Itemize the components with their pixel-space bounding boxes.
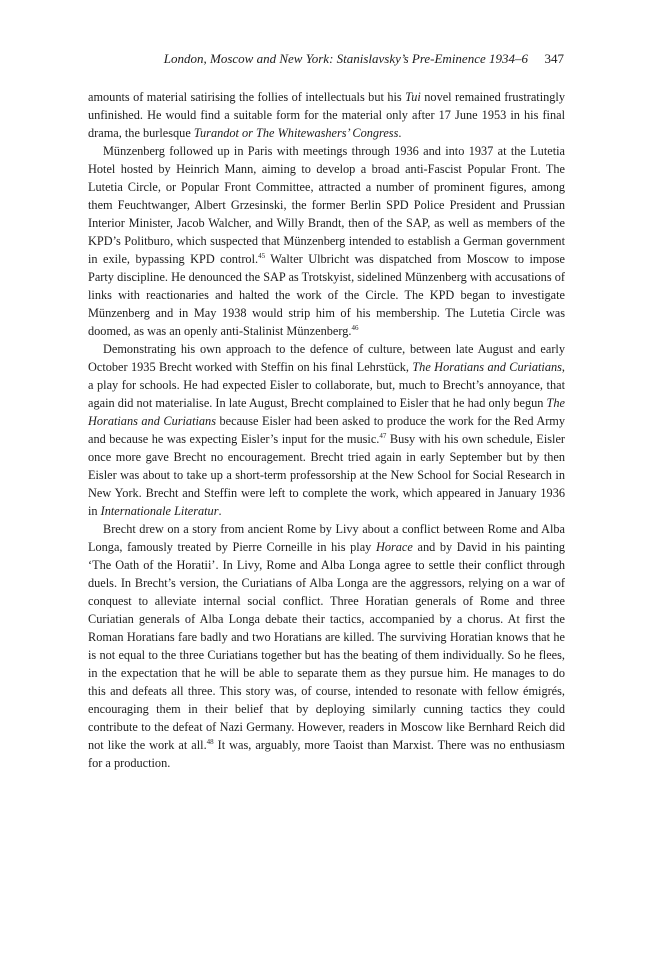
italic-title: Tui bbox=[405, 90, 421, 104]
text-run: , a play for schools. He had expected Eisler to collaborate, but, much to Brecht’s annoyance, that again did not materialise. In late August, Brecht complained to Eisler that he had only begun bbox=[88, 360, 565, 410]
page-number: 347 bbox=[544, 51, 564, 66]
paragraph-4 bbox=[88, 520, 565, 772]
footnote-ref: 46 bbox=[351, 324, 359, 332]
text-run: novel remained frustratingly unfinished. He would find a suitable form for the material only after 17 June 1953 in his final drama, the burlesque bbox=[88, 90, 565, 140]
italic-title: The Horatians and Curiatians bbox=[88, 396, 565, 428]
footnote-ref: 48 bbox=[206, 738, 214, 746]
text-run: Busy with his own schedule, Eisler once more gave Brecht no encouragement. Brecht tried again in early September but by then Eisler was about to take up a short-term professorship at the New School for Social Research in New York. Brecht and Steffin were left to complete the work, which appeared in January 1936 in bbox=[88, 432, 565, 518]
text-run: and by David in his painting ‘The Oath of the Horatii’. In Livy, Rome and Alba Longa agree to settle their conflict through duels. In Brecht’s version, the Curiatians of Alba Longa are the aggressors, relying on a war of conquest to alleviate internal social conflict. Three Horatian generals of Rome and three Curiatian generals of Alba Longa debate their tactics, accompanied by a chorus. At first the Roman Horatians fare badly and two Horatians are killed. The surviving Horatian knows that he is not equal to the three Curiatians together but has the beating of them individually. So he flees, in the expectation that he will be able to separate them as they pursue him. He manages to do this and defeats all three. This story was, of course, intended to resonate with fellow émigrés, encouraging them in their belief that by deploying similarly cunning tactics they could contribute to the defeat of Nazi Germany. However, readers in Moscow like Bernhard Reich did not like the work at all. bbox=[88, 540, 565, 752]
paragraph-2 bbox=[88, 142, 565, 340]
text-run: Walter Ulbricht was dispatched from Moscow to impose Party discipline. He denounced the SAP as Trotskyist, sidelined Münzenberg with accusations of links with reactionaries and halted the work of the Circle. The KPD began to investigate Münzenberg and in May 1938 would strip him of his membership. The Lutetia Circle was doomed, as was an openly anti-Stalinist Münzenberg. bbox=[88, 252, 565, 338]
italic-title: The Horatians and Curiatians bbox=[412, 360, 562, 374]
italic-title: Internationale Literatur bbox=[100, 504, 219, 518]
text-run: It was, arguably, more Taoist than Marxist. There was no enthusiasm for a production. bbox=[88, 738, 565, 770]
paragraph-1 bbox=[88, 88, 565, 142]
italic-title: Turandot or The Whitewashers’ Congress bbox=[193, 126, 399, 140]
footnote-ref: 47 bbox=[379, 432, 387, 440]
footnote-ref: 45 bbox=[258, 252, 266, 260]
italic-title: Horace bbox=[375, 540, 413, 554]
text-run: Brecht drew on a story from ancient Rome by Livy about a conflict between Rome and Alba Longa, famously treated by Pierre Corneille in his play bbox=[88, 522, 565, 554]
text-run: because Eisler had been asked to produce the work for the Red Army and because he was expecting Eisler’s input for the music. bbox=[88, 414, 566, 446]
body-text bbox=[88, 88, 565, 772]
running-head: London, Moscow and New York: Stanislavsky’s Pre-Eminence 1934–6 bbox=[163, 51, 528, 66]
paragraph-3 bbox=[88, 340, 565, 520]
text-run: Demonstrating his own approach to the defence of culture, between late August and early October 1935 Brecht worked with Steffin on his final Lehrstück, bbox=[88, 342, 565, 374]
text-run: . bbox=[398, 126, 402, 140]
text-run: amounts of material satirising the follies of intellectuals but his bbox=[88, 90, 406, 104]
text-run: . bbox=[218, 504, 222, 518]
text-run: Münzenberg followed up in Paris with meetings through 1936 and into 1937 at the Lutetia Hotel hosted by Heinrich Mann, aiming to develop a broad anti-Fascist Popular Front. The Lutetia Circle, or Popular Front Committee, attracted a number of prominent figures, among them Feuchtwanger, Albert Grzesinski, the former Berlin SPD Police President and Prussian Interior Minister, Jacob Walcher, and Willy Brandt, then of the SAP, as well as members of the KPD’s Politburo, which suspected that Münzenberg intended to establish a German government in exile, bypassing KPD control. bbox=[88, 144, 565, 266]
